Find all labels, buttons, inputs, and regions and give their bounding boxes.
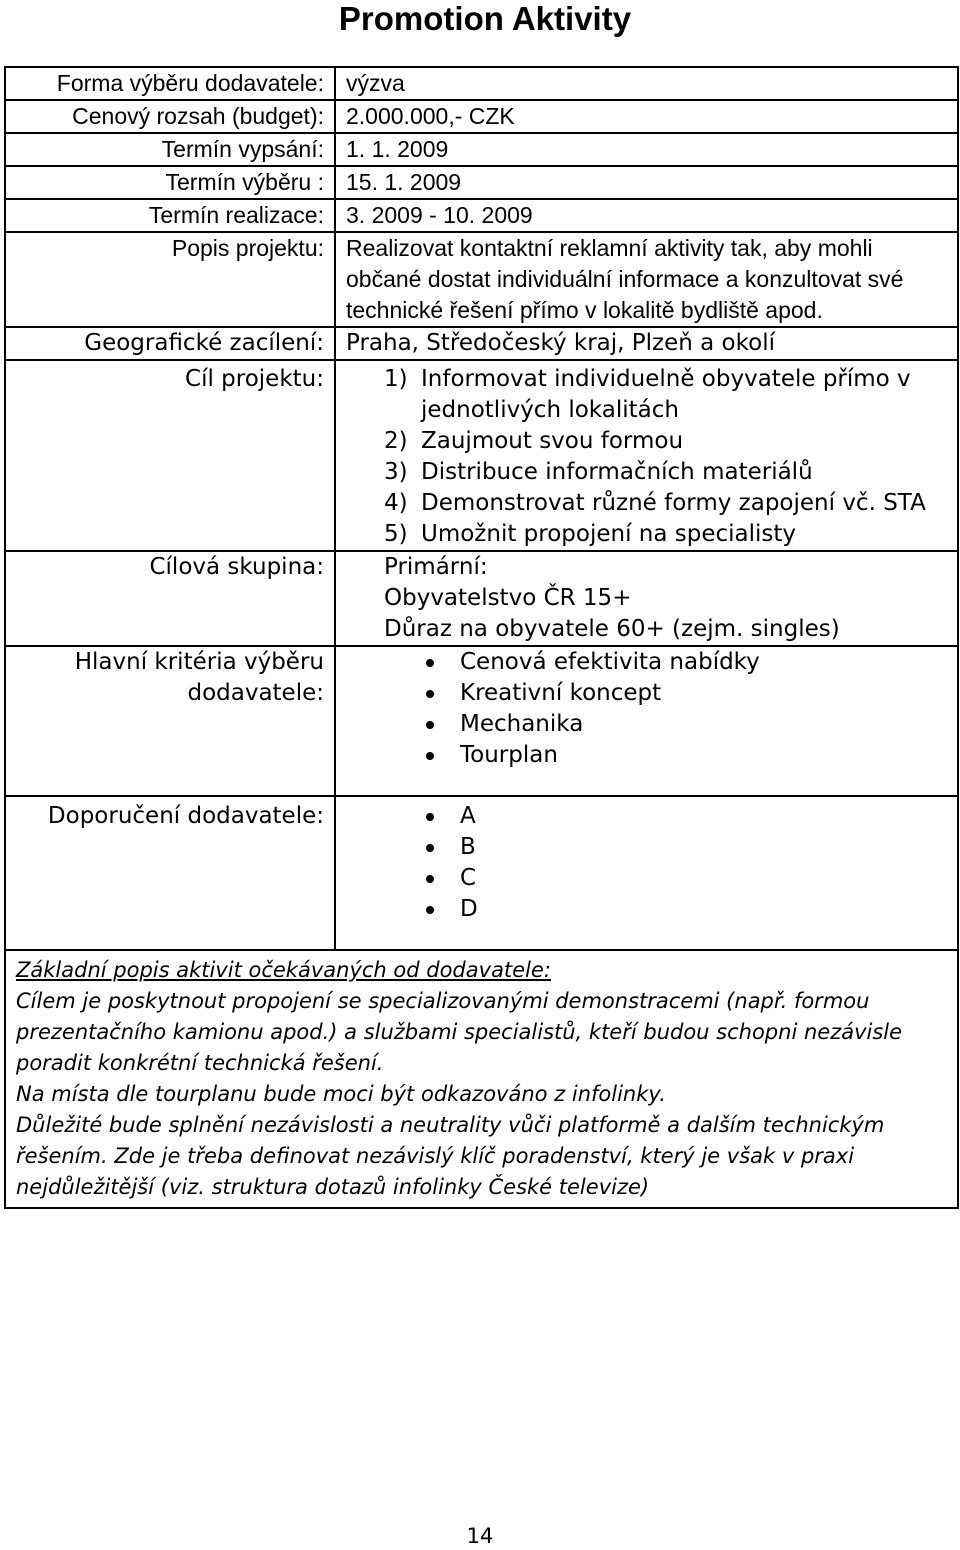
basic-description-paragraph: Důležité bude splnění nezávislosti a neutrality vůči platformě a dalším technickým řešením. Zde je třeba definovat nezávislý klíč poradenství, který je však v praxi nejdůležitější (viz. struktura dotazů infolinky České televize) [16,1113,885,1199]
goal-item [346,457,957,488]
basic-description-paragraph: Cílem je poskytnout propojení se specializovanými demonstracemi (např. formou prezentačního kamionu apod.) a službami specialistů, kteří budou schopni nezávisle poradit konkrétní technická řešení. [16,989,903,1075]
goal-text: Distribuce informačních materiálů [421,459,813,485]
goal-text: Demonstrovat různé formy zapojení vč. STA [421,490,926,516]
target-group-line: Primární: [384,554,488,580]
value-vypsani: 1. 1. 2009 [335,133,958,166]
goal-number: 1) [384,366,408,392]
value-vyber: 15. 1. 2009 [335,166,958,199]
recommendation-item: B [346,832,957,863]
label-doporuceni: Doporučení dodavatele: [5,796,335,950]
row-basic-description [5,950,958,1208]
recommendation-item: C [346,863,957,894]
row-cil [5,360,958,551]
recommendation-list [346,801,957,925]
basic-description-paragraph: Na místa dle tourplanu bude moci být odkazováno z infolinky. [16,1082,666,1106]
criteria-item: Kreativní koncept [346,678,957,709]
row-vyber [5,166,958,199]
goal-number: 5) [384,521,408,547]
recommendation-item: A [346,801,957,832]
value-kriteria [335,646,958,796]
basic-description-heading: Základní popis aktivit očekávaných od dodavatele: [16,958,551,982]
label-vypsani: Termín vypsání: [5,133,335,166]
target-group-line: Obyvatelstvo ČR 15+ [384,585,632,611]
criteria-item: Tourplan [346,740,957,771]
row-vypsani [5,133,958,166]
project-form-table [4,66,959,1209]
goal-item [346,426,957,457]
label-realizace: Termín realizace: [5,199,335,232]
goal-number: 2) [384,428,408,454]
criteria-label: Hlavní kritéria výběru dodavatele: [74,649,324,706]
goal-number: 3) [384,459,408,485]
label-vyber: Termín výběru : [5,166,335,199]
goals-list [346,364,957,550]
criteria-item: Mechanika [346,709,957,740]
row-geo [5,327,958,360]
page-title: Promotion Aktivity [338,0,632,37]
label-geo: Geografické zacílení: [5,327,335,360]
label-forma: Forma výběru dodavatele: [5,67,335,100]
value-doporuceni [335,796,958,950]
value-forma: výzva [335,67,958,100]
row-rozsah [5,100,958,133]
value-geo: Praha, Středočeský kraj, Plzeň a okolí [335,327,958,360]
criteria-item: Cenová efektivita nabídky [346,647,957,678]
value-rozsah: 2.000.000,- CZK [335,100,958,133]
goal-text: Umožnit propojení na specialisty [421,521,797,547]
value-skupina [335,551,958,646]
value-popis: Realizovat kontaktní reklamní aktivity tak, aby mohli občané dostat individuální informace a konzultovat své technické řešení přímo v lokalitě bydliště apod. [335,232,958,327]
goal-text: Informovat individuelně obyvatele přímo v jednotlivých lokalitách [421,366,911,423]
target-group-line: Důraz na obyvatele 60+ (zejm. singles) [384,616,840,642]
value-realizace: 3. 2009 - 10. 2009 [335,199,958,232]
label-skupina: Cílová skupina: [5,551,335,646]
row-doporuceni [5,796,958,950]
recommendation-item: D [346,894,957,925]
goal-item [346,488,957,519]
basic-description-cell [5,950,958,1208]
label-rozsah: Cenový rozsah (budget): [5,100,335,133]
criteria-list [346,647,957,771]
row-realizace [5,199,958,232]
goal-item [346,519,957,550]
row-popis [5,232,958,327]
page-number: 14 [466,1524,494,1548]
goal-number: 4) [384,490,408,516]
row-forma [5,67,958,100]
label-cil: Cíl projektu: [5,360,335,551]
row-kriteria [5,646,958,796]
goal-text: Zaujmout svou formou [421,428,684,454]
value-cil [335,360,958,551]
row-skupina [5,551,958,646]
goal-item [346,364,957,426]
label-popis: Popis projektu: [5,232,335,327]
label-kriteria [5,646,335,796]
